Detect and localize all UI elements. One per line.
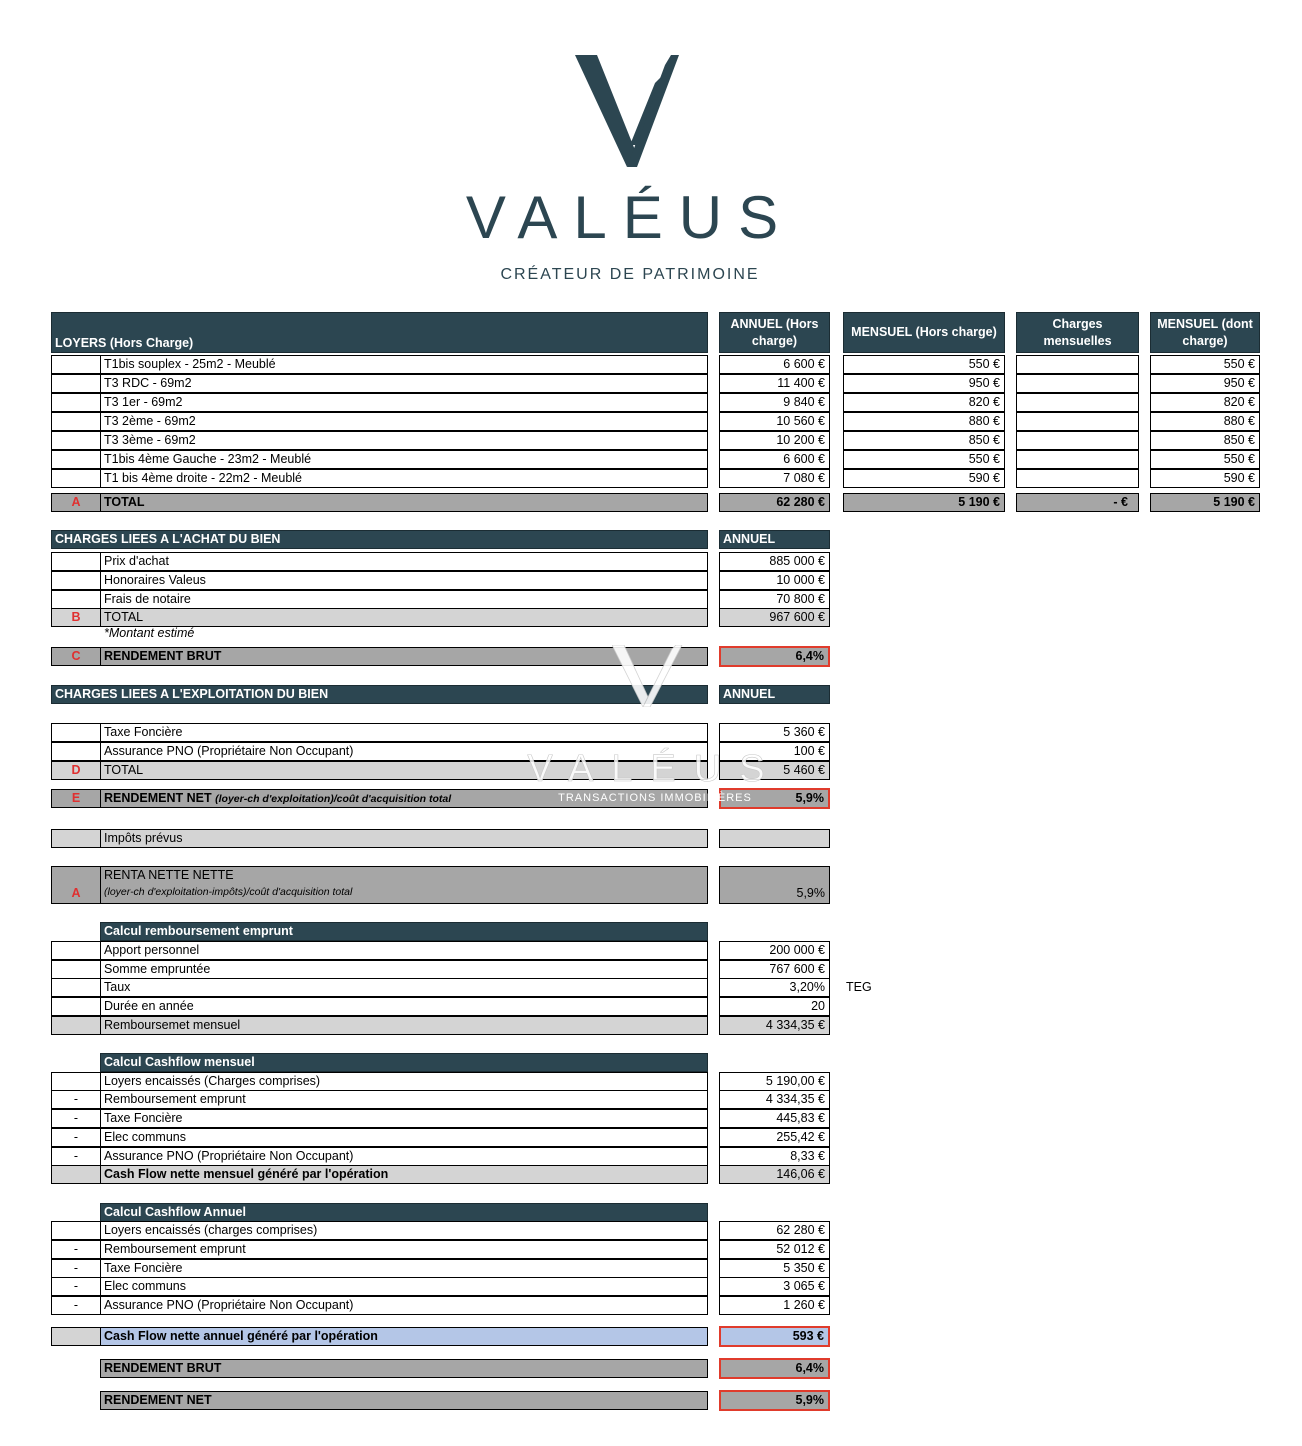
loyer-dont: 880 €: [1150, 412, 1260, 431]
watermark-brand: VALÉUS: [527, 748, 783, 790]
final-brut-label: RENDEMENT BRUT: [100, 1359, 708, 1378]
cf-mensuel-label: Elec communs: [100, 1128, 708, 1147]
cashflow-mensuel-header: Calcul Cashflow mensuel: [100, 1053, 708, 1072]
cf-annuel-label: Elec communs: [100, 1277, 708, 1296]
cf-annuel-label: Assurance PNO (Propriétaire Non Occupant): [100, 1296, 708, 1315]
rendement-net-detail: (loyer-ch d'exploitation)/coût d'acquisition total: [215, 793, 452, 805]
table-row: [51, 431, 101, 450]
loyers-total-dont: 5 190 €: [1150, 493, 1260, 512]
exploitation-value: 100 €: [719, 742, 830, 761]
rendement-net-value: 5,9%: [719, 788, 830, 809]
table-row: [51, 552, 101, 571]
loyer-dont: 590 €: [1150, 469, 1260, 488]
table-row: [51, 412, 101, 431]
exploitation-header: CHARGES LIEES A L'EXPLOITATION DU BIEN: [51, 685, 708, 704]
achat-total-label: TOTAL: [100, 608, 708, 627]
exploitation-label: Assurance PNO (Propriétaire Non Occupant): [100, 742, 708, 761]
table-row: [51, 450, 101, 469]
cf-mensuel-value: 255,42 €: [719, 1128, 830, 1147]
col-mensuel-dont-header: MENSUEL (dont charge): [1150, 312, 1260, 353]
impots-value: [719, 829, 830, 848]
cf-mensuel-value: 4 334,35 €: [719, 1090, 830, 1109]
rendement-net-label: RENDEMENT NET: [104, 791, 212, 805]
cf-annuel-sign: -: [51, 1277, 101, 1296]
table-row: [51, 960, 101, 979]
cf-annuel-value: 52 012 €: [719, 1240, 830, 1259]
table-row: [51, 997, 101, 1016]
cf-mensuel-label: Loyers encaissés (Charges comprises): [100, 1072, 708, 1091]
achat-header: CHARGES LIEES A L'ACHAT DU BIEN: [51, 530, 708, 549]
loyer-annuel: 10 200 €: [719, 431, 830, 450]
loyer-charges: [1016, 412, 1139, 431]
achat-value: 70 800 €: [719, 590, 830, 609]
loyers-header: [51, 312, 708, 353]
table-row: [51, 469, 101, 488]
loyer-charges: [1016, 450, 1139, 469]
loyer-label: T1 bis 4ème droite - 22m2 - Meublé: [100, 469, 708, 488]
col-mensuel-header: MENSUEL (Hors charge): [843, 312, 1005, 353]
cf-mensuel-total-label: Cash Flow nette mensuel généré par l'opération: [100, 1165, 708, 1184]
loyer-charges: [1016, 431, 1139, 450]
loyer-charges: [1016, 469, 1139, 488]
cf-mensuel-label: Remboursement emprunt: [100, 1090, 708, 1109]
cf-mensuel-sign: -: [51, 1109, 101, 1128]
loyer-mensuel: 850 €: [843, 431, 1005, 450]
rendement-net-letter: E: [51, 789, 101, 808]
loyer-annuel: 10 560 €: [719, 412, 830, 431]
cf-annuel-value: 1 260 €: [719, 1296, 830, 1315]
table-row: [51, 978, 101, 997]
cf-mensuel-total-value: 146,06 €: [719, 1165, 830, 1184]
rendement-brut-letter: C: [51, 647, 101, 666]
emprunt-label: Apport personnel: [100, 941, 708, 960]
loyers-total-label: TOTAL: [100, 493, 708, 512]
loyer-charges: [1016, 355, 1139, 374]
loyer-annuel: 7 080 €: [719, 469, 830, 488]
loyer-mensuel: 950 €: [843, 374, 1005, 393]
emprunt-value: 200 000 €: [719, 941, 830, 960]
achat-col-header: ANNUEL: [719, 530, 830, 549]
cf-annuel-label: Loyers encaissés (charges comprises): [100, 1221, 708, 1240]
loyer-mensuel: 590 €: [843, 469, 1005, 488]
achat-note: *Montant estimé: [104, 626, 195, 640]
emprunt-label: Taux: [100, 978, 708, 997]
impots-letter-cell: [51, 829, 101, 848]
loyer-annuel: 9 840 €: [719, 393, 830, 412]
loyers-total-annuel: 62 280 €: [719, 493, 830, 512]
loyer-dont: 820 €: [1150, 393, 1260, 412]
loyer-dont: 950 €: [1150, 374, 1260, 393]
loyers-total-charges: - €: [1016, 493, 1139, 512]
valeus-logo-icon: [575, 55, 685, 167]
watermark-logo-icon: [612, 645, 692, 707]
loyer-mensuel: 820 €: [843, 393, 1005, 412]
table-row: [51, 941, 101, 960]
renta-letter-text: A: [71, 886, 81, 900]
loyer-mensuel: 550 €: [843, 355, 1005, 374]
renta-row: [100, 866, 708, 904]
loyer-label: T3 RDC - 69m2: [100, 374, 708, 393]
renta-letter: [51, 866, 101, 904]
emprunt-value: 3,20%: [719, 978, 830, 997]
table-row: [51, 1016, 101, 1035]
table-row: [51, 374, 101, 393]
rendement-brut-value: 6,4%: [719, 646, 830, 667]
cf-annuel-value: 3 065 €: [719, 1277, 830, 1296]
table-row: [51, 571, 101, 590]
exploitation-label: Taxe Foncière: [100, 723, 708, 742]
achat-value: 885 000 €: [719, 552, 830, 571]
loyer-annuel: 6 600 €: [719, 355, 830, 374]
cf-annuel-sign: -: [51, 1240, 101, 1259]
renta-detail: (loyer-ch d'exploitation-impôts)/coût d'acquisition total: [104, 886, 353, 898]
cf-mensuel-sign: -: [51, 1147, 101, 1166]
loyer-charges: [1016, 374, 1139, 393]
table-row: [51, 742, 101, 761]
emprunt-total-value: 4 334,35 €: [719, 1016, 830, 1035]
loyer-label: T3 3ème - 69m2: [100, 431, 708, 450]
emprunt-label: Somme empruntée: [100, 960, 708, 979]
impots-label: Impôts prévus: [100, 829, 708, 848]
exploitation-value: 5 360 €: [719, 723, 830, 742]
col-annuel-header: ANNUEL (Hors charge): [719, 312, 830, 353]
cf-annuel-total-value: 593 €: [719, 1326, 830, 1347]
cf-annuel-sign: [51, 1221, 101, 1240]
cf-mensuel-sign: -: [51, 1128, 101, 1147]
achat-value: 10 000 €: [719, 571, 830, 590]
loyer-dont: 550 €: [1150, 450, 1260, 469]
loyer-mensuel: 880 €: [843, 412, 1005, 431]
loyer-label: T1bis souplex - 25m2 - Meublé: [100, 355, 708, 374]
loyer-dont: 850 €: [1150, 431, 1260, 450]
cf-annuel-label: Remboursement emprunt: [100, 1240, 708, 1259]
emprunt-value: 20: [719, 997, 830, 1016]
exploitation-total-letter: D: [51, 761, 101, 780]
achat-label: Frais de notaire: [100, 590, 708, 609]
loyer-charges: [1016, 393, 1139, 412]
cf-mensuel-sign: -: [51, 1090, 101, 1109]
teg-label: TEG: [846, 980, 872, 994]
loyer-annuel: 6 600 €: [719, 450, 830, 469]
table-row: [51, 393, 101, 412]
loyers-total-letter: A: [51, 493, 101, 512]
loyer-mensuel: 550 €: [843, 450, 1005, 469]
cf-annuel-total-label: Cash Flow nette annuel généré par l'opération: [100, 1327, 708, 1346]
table-row: [51, 355, 101, 374]
brand-tagline: CRÉATEUR DE PATRIMOINE: [500, 266, 760, 283]
brand-name: VALÉUS: [465, 184, 795, 251]
final-net-value: 5,9%: [719, 1390, 830, 1411]
cf-mensuel-label: Assurance PNO (Propriétaire Non Occupant): [100, 1147, 708, 1166]
cf-annuel-sign: -: [51, 1296, 101, 1315]
cf-mensuel-value: 5 190,00 €: [719, 1072, 830, 1091]
emprunt-label: Durée en année: [100, 997, 708, 1016]
table-row: [51, 1327, 101, 1346]
rendement-brut-label: RENDEMENT BRUT: [100, 647, 708, 666]
cf-mensuel-value: 445,83 €: [719, 1109, 830, 1128]
renta-label: RENTA NETTE NETTE: [104, 868, 234, 882]
loyer-label: T3 2ème - 69m2: [100, 412, 708, 431]
col-charges-header: Charges mensuelles: [1016, 312, 1139, 353]
loyer-label: T1bis 4ème Gauche - 23m2 - Meublé: [100, 450, 708, 469]
exploitation-col-header: ANNUEL: [719, 685, 830, 704]
achat-total-value: 967 600 €: [719, 608, 830, 627]
final-brut-value: 6,4%: [719, 1358, 830, 1379]
renta-value: 5,9%: [796, 886, 825, 900]
loyer-label: T3 1er - 69m2: [100, 393, 708, 412]
cf-annuel-value: 5 350 €: [719, 1259, 830, 1278]
achat-label: Prix d'achat: [100, 552, 708, 571]
table-row: [51, 1165, 101, 1184]
table-row: [51, 590, 101, 609]
achat-total-letter: B: [51, 608, 101, 627]
loyers-total-mensuel: 5 190 €: [843, 493, 1005, 512]
emprunt-total-label: Remboursemet mensuel: [100, 1016, 708, 1035]
cashflow-annuel-header: Calcul Cashflow Annuel: [100, 1203, 708, 1222]
watermark-subtitle: TRANSACTIONS IMMOBILIÈRES: [558, 792, 752, 804]
exploitation-total-label: TOTAL: [100, 761, 708, 780]
renta-value-cell: [719, 866, 830, 904]
exploitation-total-value: 5 460 €: [719, 761, 830, 780]
loyers-title: LOYERS (Hors Charge): [55, 336, 194, 350]
achat-label: Honoraires Valeus: [100, 571, 708, 590]
final-net-label: RENDEMENT NET: [100, 1391, 708, 1410]
cf-mensuel-label: Taxe Foncière: [100, 1109, 708, 1128]
cf-annuel-sign: -: [51, 1259, 101, 1278]
emprunt-value: 767 600 €: [719, 960, 830, 979]
cf-mensuel-value: 8,33 €: [719, 1147, 830, 1166]
table-row: [51, 723, 101, 742]
cf-annuel-value: 62 280 €: [719, 1221, 830, 1240]
emprunt-header: Calcul remboursement emprunt: [100, 922, 708, 941]
loyer-dont: 550 €: [1150, 355, 1260, 374]
cf-annuel-label: Taxe Foncière: [100, 1259, 708, 1278]
loyer-annuel: 11 400 €: [719, 374, 830, 393]
cf-mensuel-sign: [51, 1072, 101, 1091]
